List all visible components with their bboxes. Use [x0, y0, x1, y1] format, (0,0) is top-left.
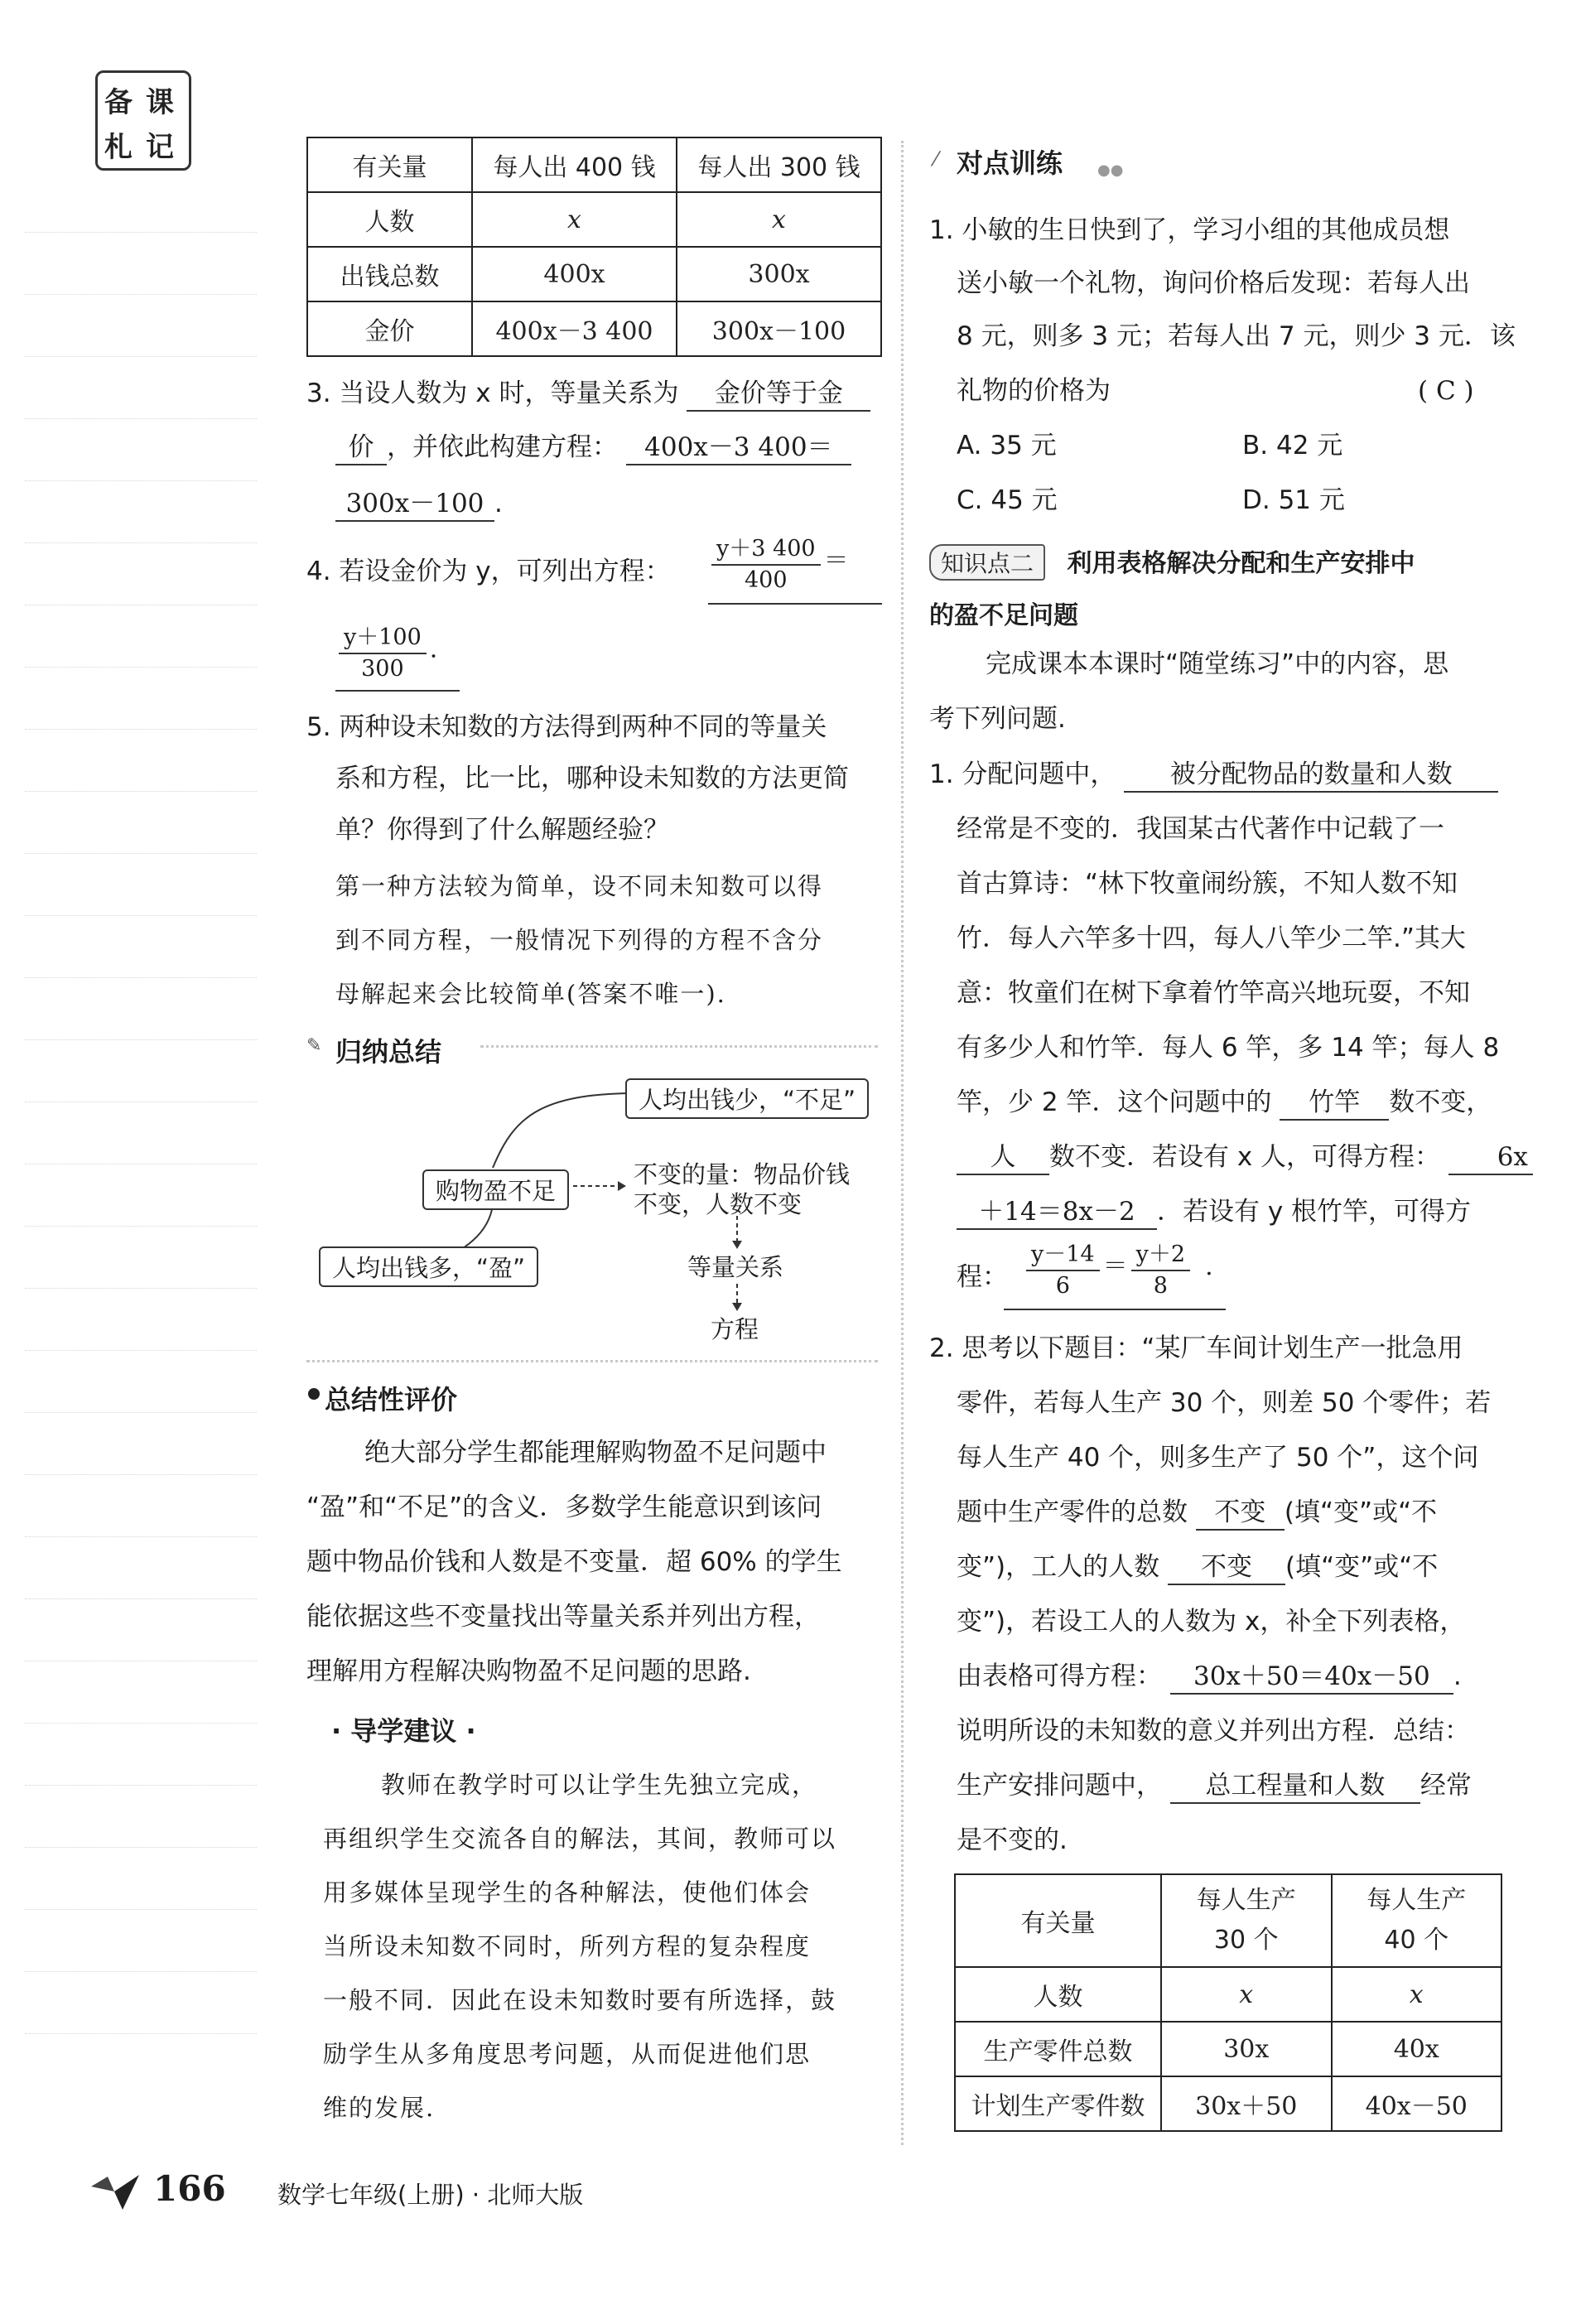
p1-line: 送小敏一个礼物，询问价格后发现：若每人出 — [957, 268, 1470, 298]
q4-text: 4. 若设金价为 y，可列出方程： — [306, 557, 671, 586]
q3-answer-1b: 价 — [335, 431, 387, 465]
eval-line: 理解用方程解决购物盈不足问题的思路. — [306, 1656, 751, 1686]
kp2-intro: 完成课本本课时“随堂练习”中的内容，思 — [986, 649, 1449, 679]
frac-numerator: y－14 — [1026, 1240, 1100, 1271]
table-cell: 出钱总数 — [307, 247, 472, 301]
table-cell: 300x－100 — [677, 301, 881, 356]
note-char-3: 札 — [104, 131, 133, 164]
q5-line: 5. 两种设未知数的方法得到两种不同的等量关 — [306, 712, 827, 742]
guide-line: 一般不同．因此在设未知数时要有所选择，鼓 — [323, 1986, 837, 2014]
q2-text: 变”)，工人的人数 — [957, 1552, 1160, 1582]
table-header — [1161, 1874, 1332, 1967]
q1-text: 数不变．若设有 x 人，可得方程： — [1049, 1142, 1441, 1172]
table-cell: x — [1161, 1967, 1332, 2022]
p1-answer: ( C ) — [1418, 376, 1474, 406]
option-d: D. 51 元 — [1242, 485, 1345, 515]
q3-text: ，并依此构建方程： — [387, 432, 618, 462]
guide-title: · 导学建议 · — [331, 1715, 476, 1747]
q2-answer-2: 不变 — [1168, 1550, 1285, 1585]
table-cell: x — [472, 192, 677, 247]
bullet-dot — [308, 1388, 320, 1400]
table-bribe — [306, 137, 882, 357]
q1-answer-5: ＋14＝8x－2 — [957, 1195, 1157, 1230]
guide-line: 教师在教学时可以让学生先独立完成， — [381, 1771, 818, 1799]
q3-answer-3: 300x－100 — [335, 487, 494, 522]
practice-title: 对点训练 — [957, 147, 1063, 179]
q2-answer-1: 不变 — [1196, 1496, 1285, 1531]
eval-line: “盈”和“不足”的含义．多数学生能意识到该问 — [306, 1492, 822, 1522]
diagram-node-invariants — [634, 1160, 850, 1219]
margin-note-badge — [95, 70, 191, 171]
frac-numerator: y＋100 — [339, 623, 427, 654]
q3-answer-2: 400x－3 400＝ — [626, 431, 851, 465]
q1-line: 意：牧童们在树下拿着竹竿高兴地玩耍，不知 — [957, 978, 1470, 1008]
q1-answer-2: 竹竿 — [1280, 1086, 1389, 1121]
table-cell: 人数 — [307, 192, 472, 247]
table-header: 有关量 — [955, 1874, 1161, 1967]
q4-underline-2 — [335, 690, 460, 692]
table-header: 有关量 — [307, 137, 472, 192]
diagram-node-equation: 方程 — [711, 1315, 759, 1343]
q1-text: ．若设有 y 根竹竿，可得方 — [1157, 1197, 1472, 1227]
frac-denominator: 400 — [745, 567, 788, 593]
q1-underline — [1004, 1309, 1226, 1310]
q1-text: 1. 分配问题中， — [929, 759, 1116, 789]
q5-answer-line: 到不同方程，一般情况下列得的方程不含分 — [335, 926, 824, 954]
diagram-invariant-2: 不变，人数不变 — [634, 1190, 803, 1218]
equals-sign: ＝ — [823, 546, 849, 576]
q2-line9 — [957, 1769, 1472, 1804]
diagram-node-surplus: 人均出钱多，“盈” — [319, 1246, 538, 1287]
table-cell: 400x－3 400 — [472, 301, 677, 356]
q2-line5 — [957, 1550, 1438, 1585]
q2-line: 变”)，若设工人的人数为 x，补全下列表格， — [957, 1607, 1466, 1637]
q5-line: 系和方程，比一比，哪种设未知数的方法更简 — [335, 764, 849, 793]
q1-line: 首古算诗：“林下牧童闹纷簇，不知人数不知 — [957, 869, 1458, 899]
q2-line: 2. 思考以下题目：“某厂车间计划生产一批急用 — [929, 1333, 1463, 1363]
summary-title: 归纳总结 — [335, 1036, 442, 1068]
frac-denominator: 300 — [361, 656, 404, 682]
q3-answer-1: 金价等于金 — [687, 377, 870, 412]
option-c: C. 45 元 — [957, 485, 1058, 515]
q1-line: 有多少人和竹竿．每人 6 竿，多 14 竿；每人 8 — [957, 1033, 1500, 1063]
q5-answer-line: 第一种方法较为简单，设不同未知数可以得 — [335, 872, 824, 900]
p1-line: 礼物的价格为 — [957, 376, 1111, 406]
eval-title: 总结性评价 — [325, 1384, 458, 1415]
q4-fraction-2 — [335, 623, 437, 684]
table-cell: 400x — [472, 247, 677, 301]
table-header-line: 每人生产 — [1196, 1886, 1296, 1915]
q3-line1 — [306, 377, 870, 412]
q4-period: . — [429, 634, 438, 664]
kp2-title-2: 的盈不足问题 — [929, 601, 1078, 630]
q4-fraction-1 — [708, 534, 882, 595]
q3-line2 — [335, 431, 851, 465]
page-corner-ornament — [89, 2168, 147, 2218]
q2-text: (填“变”或“不 — [1284, 1497, 1438, 1527]
summary-top-rule — [480, 1045, 878, 1048]
q3-line3 — [335, 487, 503, 522]
q2-line7 — [957, 1660, 1462, 1695]
q1-line1 — [929, 758, 1498, 793]
option-a: A. 35 元 — [957, 431, 1057, 460]
q4-underline — [708, 603, 882, 605]
q1-text: 程： — [957, 1262, 1008, 1292]
table-cell: 30x＋50 — [1161, 2076, 1332, 2131]
frac-numerator: y＋2 — [1131, 1240, 1190, 1271]
table-header-line: 40 个 — [1384, 1926, 1449, 1955]
q2-answer-3: 30x＋50＝40x－50 — [1170, 1660, 1453, 1695]
page-number: 166 — [153, 2168, 226, 2209]
q1-period: . — [1205, 1251, 1213, 1281]
q2-text: . — [1453, 1661, 1462, 1691]
summary-bottom-rule — [306, 1360, 878, 1362]
q1-line7 — [957, 1086, 1492, 1121]
q3-text: 3. 当设人数为 x 时，等量关系为 — [306, 378, 679, 408]
table-header — [1332, 1874, 1502, 1967]
guide-line: 用多媒体呈现学生的各种解法，使他们体会 — [323, 1878, 812, 1907]
q5-line: 单？你得到了什么解题经验？ — [335, 815, 669, 845]
q1-line: 竹．每人六竿多十四，每人八竿少二竿.”其大 — [957, 923, 1466, 953]
frac-denominator: 8 — [1153, 1273, 1168, 1299]
q3-period: . — [494, 489, 503, 518]
p1-line: 1. 小敏的生日快到了，学习小组的其他成员想 — [929, 215, 1450, 245]
eval-line: 能依据这些不变量找出等量关系并列出方程， — [306, 1602, 820, 1632]
table-cell: 人数 — [955, 1967, 1161, 2022]
frac-denominator: 6 — [1055, 1273, 1070, 1299]
q1-answer-4: 6x — [1448, 1140, 1533, 1175]
book-title: 数学七年级(上册) · 北师大版 — [277, 2181, 584, 2209]
guide-line: 维的发展. — [323, 2094, 436, 2122]
table-header-line: 每人生产 — [1367, 1886, 1467, 1915]
q1-line8 — [957, 1140, 1533, 1175]
diagram-node-shortfall: 人均出钱少，“不足” — [625, 1078, 869, 1119]
q2-line: 是不变的. — [957, 1825, 1068, 1855]
q5-answer-line: 母解起来会比较简单(答案不唯一). — [335, 980, 726, 1008]
diagram-invariant-1: 不变的量：物品价钱 — [634, 1160, 851, 1189]
kp2-intro: 考下列问题. — [929, 704, 1066, 734]
table-cell: 30x — [1161, 2022, 1332, 2076]
pencil-icon: ⁄ — [934, 147, 938, 171]
pencil-icon: ✎ — [306, 1035, 322, 1056]
table-cell: 金价 — [307, 301, 472, 356]
q2-line: 零件，若每人生产 30 个，则差 50 个零件；若 — [957, 1388, 1492, 1418]
q1-answer-3: 人 — [957, 1140, 1049, 1175]
kp2-title: 利用表格解决分配和生产安排中 — [1067, 549, 1415, 578]
note-char-4: 记 — [146, 131, 174, 164]
q2-line4 — [957, 1496, 1437, 1531]
table-cell: 300x — [677, 247, 881, 301]
note-char-2: 课 — [146, 86, 174, 119]
table-header: 每人出 300 钱 — [677, 137, 881, 192]
kp2-tag: 知识点二 — [929, 544, 1045, 581]
table-cell: 计划生产零件数 — [955, 2076, 1161, 2131]
eval-line: 题中物品价钱和人数是不变量．超 60% 的学生 — [306, 1547, 842, 1577]
q1-answer-1: 被分配物品的数量和人数 — [1124, 758, 1498, 793]
q1-text: 竿，少 2 竿．这个问题中的 — [957, 1087, 1272, 1117]
guide-line: 当所设未知数不同时，所列方程的复杂程度 — [323, 1932, 812, 1960]
option-b: B. 42 元 — [1242, 431, 1343, 460]
frac-numerator: y＋3 400 — [711, 534, 821, 566]
q4-line1 — [306, 555, 671, 588]
q2-answer-4: 总工程量和人数 — [1170, 1769, 1420, 1804]
kp2-header — [929, 542, 1415, 581]
q2-text: 经常 — [1420, 1771, 1472, 1801]
q1-fraction-equation — [1023, 1240, 1213, 1301]
q1-line: 经常是不变的．我国某古代著作中记载了一 — [957, 814, 1444, 844]
table-production — [954, 1873, 1502, 2132]
table-header-line: 30 个 — [1213, 1926, 1279, 1955]
table-cell: 40x－50 — [1332, 2076, 1502, 2131]
q2-text: 生产安排问题中， — [957, 1771, 1162, 1801]
table-cell: 生产零件总数 — [955, 2022, 1161, 2076]
diagram-node-center: 购物盈不足 — [422, 1169, 569, 1210]
table-cell: x — [677, 192, 881, 247]
note-char-1: 备 — [104, 86, 133, 119]
table-cell: 40x — [1332, 2022, 1502, 2076]
diagram-node-relation: 等量关系 — [687, 1253, 784, 1281]
table-cell: x — [1332, 1967, 1502, 2022]
q2-text: 题中生产零件的总数 — [957, 1497, 1188, 1527]
dots-icon: ●● — [1097, 162, 1124, 179]
eval-line: 绝大部分学生都能理解购物盈不足问题中 — [364, 1438, 827, 1468]
q2-text: 由表格可得方程： — [957, 1661, 1162, 1691]
column-divider — [901, 141, 904, 2145]
q2-line: 说明所设的未知数的意义并列出方程．总结： — [957, 1716, 1470, 1746]
guide-line: 励学生从多角度思考问题，从而促进他们思 — [323, 2040, 812, 2068]
p1-line: 8 元，则多 3 元；若每人出 7 元，则少 3 元．该 — [957, 321, 1516, 351]
equals-sign: ＝ — [1102, 1251, 1128, 1281]
guide-line: 再组织学生交流各自的解法，其间，教师可以 — [323, 1825, 837, 1853]
q1-line9 — [957, 1195, 1471, 1230]
q1-text: 数不变， — [1389, 1087, 1492, 1117]
q2-text: (填“变”或“不 — [1285, 1552, 1439, 1582]
q2-line: 每人生产 40 个，则多生产了 50 个”，这个问 — [957, 1443, 1479, 1473]
table-header: 每人出 400 钱 — [472, 137, 677, 192]
